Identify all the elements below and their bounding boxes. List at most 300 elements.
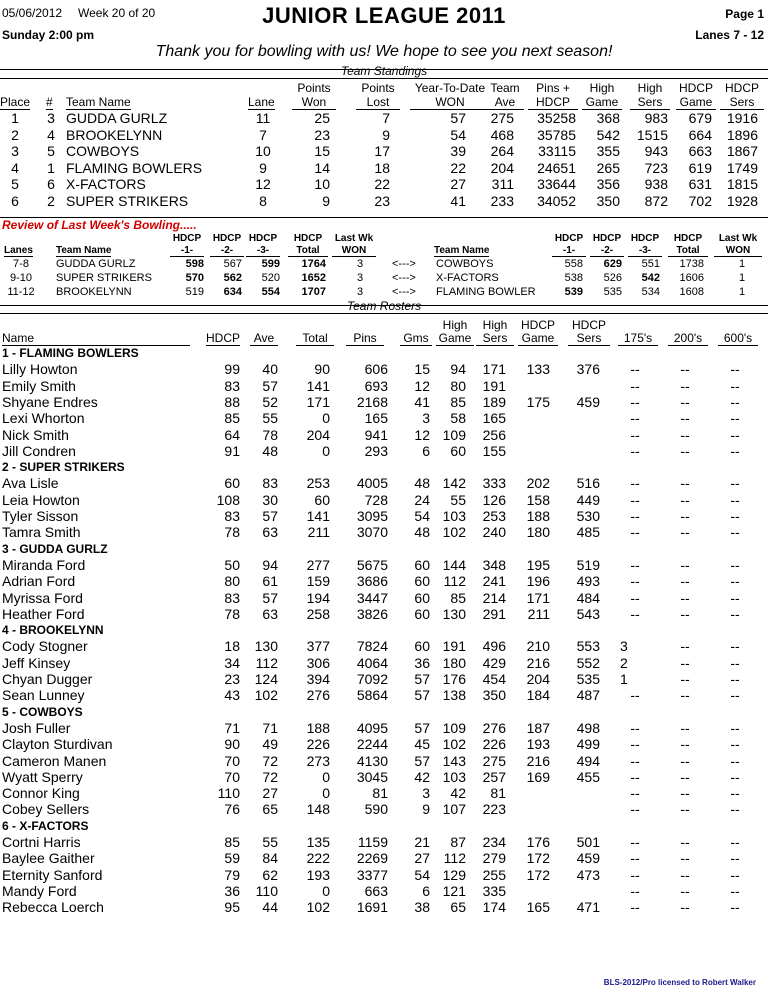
roster-stat: 1159: [357, 834, 388, 850]
standings-team-name: X-FACTORS: [66, 176, 146, 192]
roster-count: --: [730, 882, 740, 899]
roster-stat: 48: [414, 475, 430, 492]
roster-count: --: [630, 410, 640, 427]
roster-count: --: [680, 768, 690, 785]
standings-cell: 702: [688, 192, 712, 209]
standings-cell: 1: [11, 110, 19, 126]
standings-header-hdg2: Game: [676, 95, 716, 110]
roster-stat: 3: [422, 785, 430, 802]
review-header-g2b-3: -2-: [210, 245, 244, 257]
roster-stat: 58: [450, 410, 466, 427]
roster-stat: 449: [576, 491, 600, 508]
roster-team-header: 2 - SUPER STRIKERS: [2, 460, 125, 475]
roster-header-c200: 200's: [668, 331, 708, 346]
roster-stat: 2244: [356, 736, 388, 753]
roster-stat: 109: [442, 426, 466, 443]
roster-stat: 211: [307, 524, 330, 541]
standings-cell: 1749: [726, 159, 758, 176]
review-header-wona-12: Last Wk: [718, 233, 758, 244]
roster-stat: 663: [364, 882, 388, 899]
roster-stat: 48: [414, 524, 430, 541]
roster-stat: 728: [364, 491, 388, 508]
page-number: Page 1: [725, 7, 764, 21]
roster-stat: 0: [322, 882, 330, 899]
roster-player-name: Chyan Dugger: [2, 671, 93, 687]
roster-stat: 60: [414, 589, 430, 606]
roster-team-header: 5 - COWBOYS: [2, 704, 83, 719]
roster-count: --: [730, 573, 740, 590]
roster-stat: 112: [443, 850, 466, 867]
roster-count: --: [730, 736, 740, 753]
roster-player-name: Emily Smith: [2, 377, 76, 394]
review-team-b: FLAMING BOWLER: [436, 285, 536, 298]
roster-stat: 90: [224, 736, 240, 753]
roster-stat: 78: [262, 426, 278, 443]
roster-count: --: [680, 556, 690, 573]
roster-stat: 189: [482, 393, 506, 410]
roster-stat: 3070: [356, 524, 388, 541]
roster-count: --: [630, 589, 640, 606]
roster-count: --: [730, 508, 740, 524]
roster-stat: 63: [262, 524, 278, 541]
roster-stat: 493: [576, 573, 600, 590]
roster-stat: 519: [576, 556, 600, 573]
roster-count: --: [680, 801, 690, 818]
roster-count: --: [730, 785, 740, 802]
roster-stat: 204: [526, 671, 550, 687]
roster-stat: 377: [306, 638, 330, 655]
roster-stat: 4130: [356, 752, 388, 769]
roster-player-name: Lexi Whorton: [2, 410, 85, 427]
roster-count: --: [730, 524, 740, 541]
roster-count: --: [630, 801, 640, 818]
roster-player-name: Cameron Manen: [2, 752, 107, 769]
day-time: Sunday 2:00 pm: [2, 28, 95, 42]
standings-header-team: Team Name: [66, 95, 131, 109]
standings-cell: 27: [450, 176, 466, 192]
roster-stat: 54: [414, 866, 430, 883]
roster-stat: 90: [314, 361, 330, 378]
roster-stat: 176: [442, 671, 466, 687]
standings-header-hs2: Sers: [630, 95, 670, 110]
review-won-b: 1: [738, 271, 746, 284]
roster-count: --: [680, 524, 690, 541]
roster-count: --: [680, 882, 690, 899]
roster-stat: 99: [224, 361, 240, 378]
roster-stat: 63: [262, 605, 278, 622]
standings-team-name: BROOKELYNN: [66, 126, 163, 143]
roster-stat: 3095: [356, 508, 388, 524]
roster-stat: 135: [306, 834, 330, 850]
roster-stat: 553: [576, 638, 600, 655]
roster-player-name: Shyane Endres: [2, 393, 98, 410]
review-header-wonb-12: WON: [714, 245, 762, 257]
roster-player-name: Jill Condren: [2, 442, 76, 459]
roster-stat: 88: [224, 393, 240, 410]
roster-player-name: Tyler Sisson: [2, 508, 79, 524]
roster-stat: 258: [306, 605, 330, 622]
roster-stat: 204: [306, 426, 330, 443]
roster-stat: 27: [414, 850, 430, 867]
standings-header-ave2: Ave: [486, 95, 524, 110]
review-score-a: 554: [261, 285, 280, 298]
roster-stat: 4005: [356, 475, 388, 492]
review-score-a: 634: [223, 285, 242, 298]
standings-cell: 35258: [537, 110, 576, 126]
standings-cell: 468: [490, 126, 514, 143]
roster-count: --: [630, 899, 640, 916]
review-vs: <--->: [392, 285, 416, 298]
standings-cell: 2: [47, 192, 55, 209]
standings-cell: 23: [314, 126, 330, 143]
roster-stat: 3045: [356, 768, 388, 785]
review-score-b: 526: [603, 271, 622, 284]
roster-player-name: Wyatt Sperry: [2, 768, 83, 785]
roster-stat: 234: [482, 834, 506, 850]
roster-count: --: [630, 768, 640, 785]
roster-stat: 61: [262, 573, 278, 590]
roster-stat: 276: [482, 719, 506, 736]
roster-stat: 57: [262, 589, 278, 606]
roster-count: --: [680, 410, 690, 427]
roster-count: --: [630, 736, 640, 753]
roster-stat: 256: [482, 426, 506, 443]
roster-stat: 165: [526, 899, 550, 916]
standings-team-name: GUDDA GURLZ: [66, 110, 168, 126]
standings-cell: 6: [11, 192, 19, 209]
roster-count: --: [730, 899, 740, 916]
roster-stat: 141: [306, 508, 330, 524]
standings-cell: 6: [47, 176, 55, 192]
standings-cell: 1867: [726, 143, 758, 159]
roster-stat: 180: [442, 654, 466, 671]
roster-header-pins: Pins: [346, 331, 384, 346]
roster-stat: 171: [306, 393, 330, 410]
roster-stat: 552: [576, 654, 600, 671]
roster-stat: 85: [450, 589, 466, 606]
roster-header-gms: Gms: [400, 331, 432, 346]
standings-cell: 368: [596, 110, 620, 126]
standings-header-hg1: High: [589, 81, 615, 95]
standings-cell: 723: [644, 159, 668, 176]
roster-stat: 606: [364, 361, 388, 378]
roster-player-name: Cortni Harris: [2, 834, 81, 850]
review-header-totb-11: Total: [668, 245, 708, 257]
standings-cell: 9: [322, 192, 330, 209]
review-header-g2b-9: -2-: [590, 245, 624, 257]
roster-stat: 72: [262, 752, 278, 769]
roster-stat: 110: [255, 882, 278, 899]
roster-stat: 0: [322, 442, 330, 459]
roster-stat: 590: [364, 801, 388, 818]
roster-team-header: 4 - BROOKELYNN: [2, 623, 104, 638]
roster-stat: 102: [254, 687, 278, 704]
roster-player-name: Rebecca Loerch: [2, 899, 104, 916]
roster-stat: 165: [482, 410, 506, 427]
review-score-b: 1608: [679, 285, 704, 298]
roster-stat: 277: [306, 556, 330, 573]
review-score-b: 551: [641, 258, 660, 270]
roster-player-name: Josh Fuller: [2, 719, 71, 736]
standings-cell: 311: [491, 176, 514, 192]
roster-stat: 109: [442, 719, 466, 736]
roster-count: --: [730, 442, 740, 459]
roster-stat: 65: [262, 801, 278, 818]
roster-stat: 80: [450, 377, 466, 394]
roster-stat: 9: [422, 801, 430, 818]
standings-cell: 10: [314, 176, 330, 192]
roster-stat: 171: [526, 589, 550, 606]
roster-player-name: Tamra Smith: [2, 524, 81, 541]
standings-cell: 356: [596, 176, 620, 192]
roster-stat: 70: [224, 752, 240, 769]
roster-stat: 12: [414, 377, 430, 394]
roster-count: --: [630, 834, 640, 850]
standings-header-lost1: Points: [361, 81, 395, 95]
standings-team-name: COWBOYS: [66, 143, 140, 159]
roster-count: --: [680, 785, 690, 802]
roster-stat: 1691: [356, 899, 388, 916]
standings-cell: 57: [450, 110, 466, 126]
roster-stat: 226: [482, 736, 506, 753]
review-header-g1a-2: HDCP: [172, 233, 202, 244]
roster-count: --: [730, 850, 740, 867]
standings-cell: 275: [490, 110, 514, 126]
roster-stat: 45: [414, 736, 430, 753]
roster-stat: 78: [224, 524, 240, 541]
roster-stat: 148: [306, 801, 330, 818]
roster-stat: 253: [306, 475, 330, 492]
roster-stat: 30: [262, 491, 278, 508]
roster-stat: 184: [526, 687, 550, 704]
roster-stat: 44: [262, 899, 278, 916]
standings-cell: 1815: [726, 176, 758, 192]
roster-stat: 471: [576, 899, 600, 916]
standings-cell: 4: [11, 159, 19, 176]
roster-stat: 196: [526, 573, 550, 590]
roster-count: --: [680, 834, 690, 850]
standings-cell: 33115: [538, 143, 576, 159]
roster-header-hg2: Game: [436, 331, 474, 346]
roster-count: --: [630, 524, 640, 541]
roster-stat: 95: [224, 899, 240, 916]
roster-team-header: 3 - GUDDA GURLZ: [2, 541, 108, 556]
roster-header-hs1: High: [482, 318, 508, 332]
roster-stat: 85: [224, 410, 240, 427]
review-score-a: 1707: [301, 285, 326, 298]
roster-count: --: [680, 671, 690, 687]
roster-count: 1: [620, 671, 628, 687]
standings-header-place: Place: [0, 95, 31, 109]
roster-player-name: Adrian Ford: [2, 573, 76, 590]
roster-stat: 71: [224, 719, 240, 736]
roster-player-name: Jeff Kinsey: [2, 654, 71, 671]
review-header-g1a-8: HDCP: [554, 233, 584, 244]
roster-count: --: [680, 866, 690, 883]
standings-header-hg2: Game: [582, 95, 622, 110]
standings-cell: 355: [596, 143, 620, 159]
roster-count: --: [630, 508, 640, 524]
standings-cell: 9: [382, 126, 390, 143]
roster-count: --: [630, 850, 640, 867]
roster-stat: 350: [482, 687, 506, 704]
roster-stat: 273: [306, 752, 330, 769]
roster-stat: 42: [414, 768, 430, 785]
standings-cell: 7: [382, 110, 390, 126]
roster-count: 3: [620, 638, 628, 655]
roster-stat: 484: [576, 589, 600, 606]
roster-count: --: [630, 719, 640, 736]
roster-stat: 240: [482, 524, 506, 541]
standings-cell: 350: [596, 192, 620, 209]
roster-stat: 4064: [356, 654, 388, 671]
roster-stat: 211: [527, 605, 550, 622]
review-score-a: 598: [185, 258, 204, 270]
lanes-range: Lanes 7 - 12: [695, 28, 764, 42]
roster-stat: 103: [442, 508, 466, 524]
roster-header-total: Total: [296, 331, 334, 346]
roster-stat: 543: [576, 605, 600, 622]
roster-count: --: [630, 752, 640, 769]
review-lanes: 11-12: [7, 285, 35, 298]
review-lanes: 7-8: [13, 258, 29, 270]
standings-cell: 983: [644, 110, 668, 126]
roster-stat: 255: [482, 866, 506, 883]
roster-stat: 57: [414, 719, 430, 736]
roster-stat: 7092: [356, 671, 388, 687]
roster-header-hdcp: HDCP: [206, 331, 241, 345]
standings-cell: 7: [259, 126, 267, 143]
standings-header-lane: Lane: [248, 95, 275, 109]
roster-stat: 376: [576, 361, 600, 378]
roster-stat: 70: [224, 768, 240, 785]
review-won-b: 1: [738, 258, 746, 270]
standings-team-name: FLAMING BOWLERS: [66, 159, 203, 176]
roster-stat: 60: [414, 556, 430, 573]
standings-cell: 4: [47, 126, 55, 143]
roster-stat: 55: [450, 491, 466, 508]
roster-count: --: [730, 752, 740, 769]
roster-count: 2: [620, 654, 628, 671]
report-date: 05/06/2012: [2, 6, 63, 20]
roster-header-hds2: Sers: [568, 331, 610, 346]
week-label: Week 20 of 20: [78, 6, 156, 20]
roster-count: --: [680, 899, 690, 916]
roster-stat: 65: [450, 899, 466, 916]
roster-stat: 60: [224, 475, 240, 492]
roster-stat: 216: [526, 654, 550, 671]
standings-cell: 1896: [726, 126, 758, 143]
roster-count: --: [680, 393, 690, 410]
footer-license: BLS-2012/Pro licensed to Robert Walker: [603, 978, 756, 987]
roster-count: --: [630, 426, 640, 443]
standings-cell: 11: [255, 110, 271, 126]
roster-stat: 941: [364, 426, 388, 443]
standings-header-won1: Points: [297, 81, 331, 95]
roster-count: --: [630, 377, 640, 394]
standings-cell: 8: [259, 192, 267, 209]
roster-stat: 43: [224, 687, 240, 704]
roster-stat: 94: [450, 361, 466, 378]
roster-stat: 257: [482, 768, 506, 785]
roster-count: --: [680, 573, 690, 590]
roster-stat: 485: [576, 524, 600, 541]
roster-stat: 102: [442, 524, 466, 541]
roster-header-ave: Ave: [250, 331, 278, 346]
roster-stat: 34: [224, 654, 240, 671]
roster-stat: 24: [414, 491, 430, 508]
roster-stat: 516: [576, 475, 600, 492]
roster-stat: 0: [322, 785, 330, 802]
roster-stat: 459: [576, 393, 600, 410]
review-vs: <--->: [392, 258, 416, 270]
roster-stat: 158: [526, 491, 550, 508]
roster-stat: 193: [526, 736, 550, 753]
roster-stat: 36: [414, 654, 430, 671]
roster-stat: 3377: [356, 866, 388, 883]
roster-header-name: Name: [2, 331, 190, 346]
roster-count: --: [680, 589, 690, 606]
roster-count: --: [680, 719, 690, 736]
roster-stat: 276: [306, 687, 330, 704]
roster-stat: 15: [414, 361, 430, 378]
review-score-a: 1764: [301, 258, 326, 270]
thanks-message: Thank you for bowling with us! We hope to see you next season!: [155, 43, 613, 60]
roster-count: --: [680, 377, 690, 394]
roster-stat: 60: [314, 491, 330, 508]
roster-count: --: [630, 866, 640, 883]
roster-player-name: Miranda Ford: [2, 556, 86, 573]
roster-stat: 60: [414, 638, 430, 655]
review-score-b: 1738: [679, 258, 704, 270]
roster-stat: 103: [442, 768, 466, 785]
review-score-b: 539: [564, 285, 583, 298]
roster-stat: 142: [442, 475, 466, 492]
roster-count: --: [730, 866, 740, 883]
standings-cell: 2: [11, 126, 19, 143]
review-score-b: 542: [641, 271, 660, 284]
standings-cell: 631: [688, 176, 712, 192]
roster-count: --: [630, 393, 640, 410]
review-score-a: 1652: [301, 271, 326, 284]
roster-player-name: Nick Smith: [2, 426, 69, 443]
standings-cell: 41: [450, 192, 466, 209]
roster-stat: 216: [526, 752, 550, 769]
roster-stat: 83: [224, 589, 240, 606]
roster-stat: 226: [306, 736, 330, 753]
roster-player-name: Connor King: [2, 785, 80, 802]
standings-team-name: SUPER STRIKERS: [66, 192, 189, 209]
roster-stat: 3826: [356, 605, 388, 622]
review-score-b: 535: [603, 285, 622, 298]
roster-stat: 143: [442, 752, 466, 769]
review-score-a: 562: [223, 271, 242, 284]
roster-stat: 94: [262, 556, 278, 573]
standings-cell: 14: [314, 159, 330, 176]
standings-cell: 664: [688, 126, 712, 143]
roster-count: --: [680, 850, 690, 867]
roster-stat: 530: [576, 508, 600, 524]
roster-stat: 38: [414, 899, 430, 916]
review-header-g1b-8: -1-: [552, 245, 586, 257]
review-team-b: COWBOYS: [436, 258, 494, 270]
review-header-g1b-2: -1-: [170, 245, 204, 257]
standings-header-hs1: High: [637, 81, 663, 95]
roster-stat: 3686: [356, 573, 388, 590]
roster-count: --: [730, 654, 740, 671]
review-team-a: SUPER STRIKERS: [56, 271, 152, 284]
roster-stat: 275: [482, 752, 506, 769]
